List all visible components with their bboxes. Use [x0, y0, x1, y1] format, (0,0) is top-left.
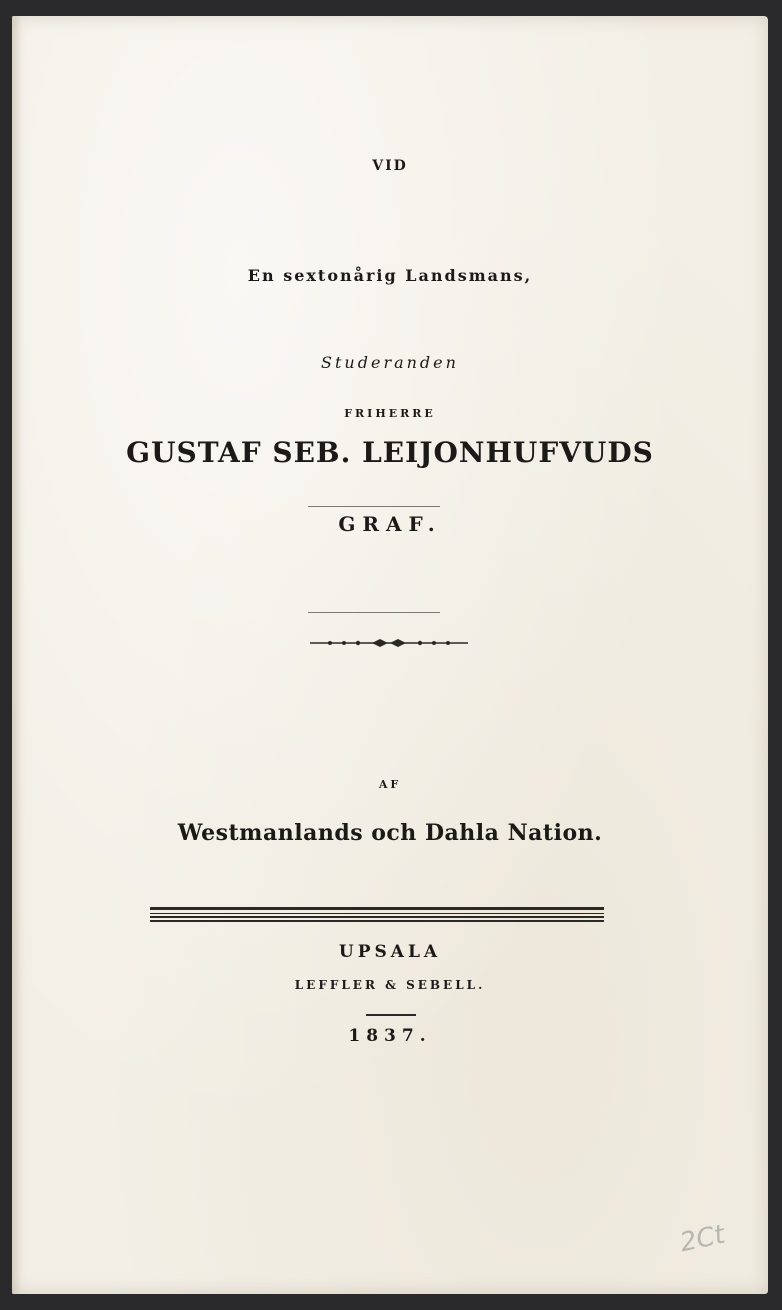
imprint-printer: LEFFLER & SEBELL. — [294, 978, 486, 992]
rule-above-graf — [308, 506, 440, 507]
page-edge — [12, 16, 22, 1294]
double-rule — [150, 906, 604, 924]
title-line: FRIHERRE — [344, 407, 436, 420]
title-page — [12, 16, 768, 1294]
pencil-annotation: 2Ct — [677, 1219, 728, 1259]
af-line: AF — [378, 778, 402, 791]
rule-above-year — [366, 1014, 416, 1016]
rule-above-ornament — [308, 612, 440, 613]
nation-line: Westmanlands och Dahla Nation. — [177, 820, 603, 846]
imprint-year: 1837. — [348, 1026, 432, 1046]
graf-line: GRAF. — [338, 512, 442, 536]
heading-vid: VID — [372, 158, 408, 174]
imprint-city: UPSALA — [338, 942, 442, 962]
honoree-name: GUSTAF SEB. LEIJONHUFVUDS — [126, 436, 654, 469]
status-line: Studeranden — [321, 353, 459, 372]
ornament-divider — [310, 632, 468, 654]
occasion-line: En sextonårig Landsmans, — [247, 266, 533, 285]
